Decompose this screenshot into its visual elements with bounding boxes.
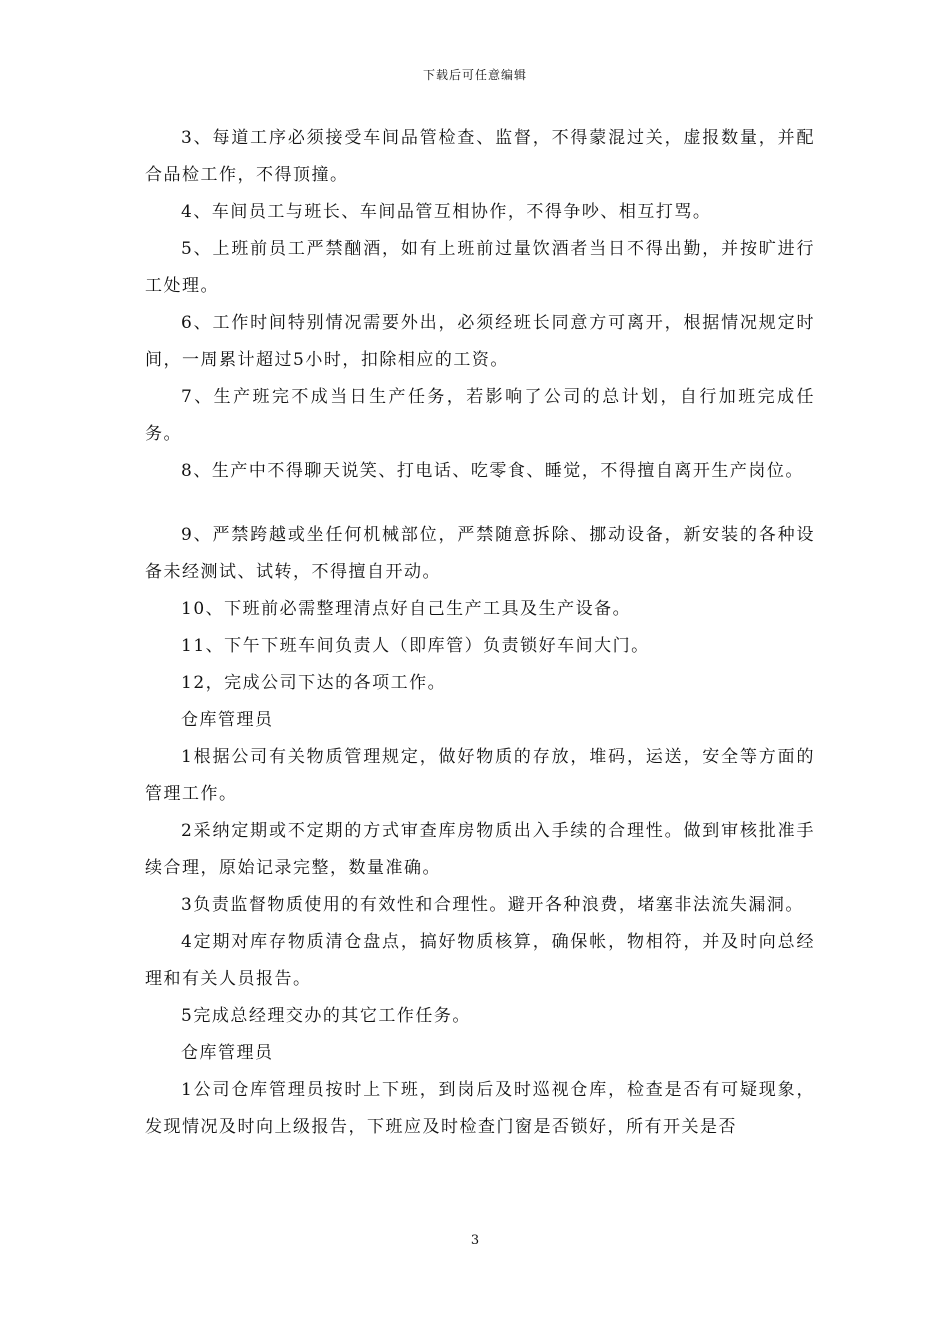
paragraph-item-12: 12，完成公司下达的各项工作。 [181,673,447,693]
paragraph-item-3: 3、每道工序必须接受车间品管检查、监督，不得蒙混过关，虚报数量，并配合品检工作，不得顶撞。 [145,128,815,185]
paragraph-item-4: 4、车间员工与班长、车间品管互相协作，不得争吵、相互打骂。 [181,202,712,222]
paragraph-item-11: 11、下午下班车间负责人（即库管）负责锁好车间大门。 [181,636,650,656]
paragraph-item-7: 7、生产班完不成当日生产任务，若影响了公司的总计划，自行加班完成任务。 [145,387,815,444]
paragraph-item-10: 10、下班前必需整理清点好自己生产工具及生产设备。 [181,599,632,619]
section-heading-warehouse-manager-2: 仓库管理员 [181,1043,274,1063]
duty-item-2: 2采纳定期或不定期的方式审查库房物质出入手续的合理性。做到审核批准手续合理，原始记录完整，数量准确。 [145,821,815,878]
paragraph-item-5: 5、上班前员工严禁酗酒，如有上班前过量饮酒者当日不得出勤，并按旷进行工处理。 [145,239,815,296]
page-header: 下载后可任意编辑 [422,68,527,82]
paragraph-gap [145,490,815,517]
document-body [145,120,815,1146]
duty-item-5: 5完成总经理交办的其它工作任务。 [181,1006,471,1026]
duty-item-4: 4定期对库存物质清仓盘点，搞好物质核算，确保帐，物相符，并及时向总经理和有关人员报告。 [145,932,815,989]
paragraph-item-6: 6、工作时间特别情况需要外出，必须经班长同意方可离开，根据情况规定时间，一周累计超过5小时，扣除相应的工资。 [145,313,815,370]
section-heading-warehouse-manager: 仓库管理员 [181,710,274,730]
paragraph-item-8: 8、生产中不得聊天说笑、打电话、吃零食、睡觉，不得擅自离开生产岗位。 [181,461,804,481]
paragraph-item-9: 9、严禁跨越或坐任何机械部位，严禁随意拆除、挪动设备，新安装的各种设备未经测试、试转，不得擅自开动。 [145,525,815,582]
page-number: 3 [470,1233,480,1248]
warehouse-rule-item-1: 1公司仓库管理员按时上下班，到岗后及时巡视仓库，检查是否有可疑现象，发现情况及时向上级报告，下班应及时检查门窗是否锁好，所有开关是否 [145,1080,815,1137]
duty-item-1: 1根据公司有关物质管理规定，做好物质的存放，堆码，运送，安全等方面的管理工作。 [145,747,815,804]
duty-item-3: 3负责监督物质使用的有效性和合理性。避开各种浪费，堵塞非法流失漏洞。 [181,895,804,915]
